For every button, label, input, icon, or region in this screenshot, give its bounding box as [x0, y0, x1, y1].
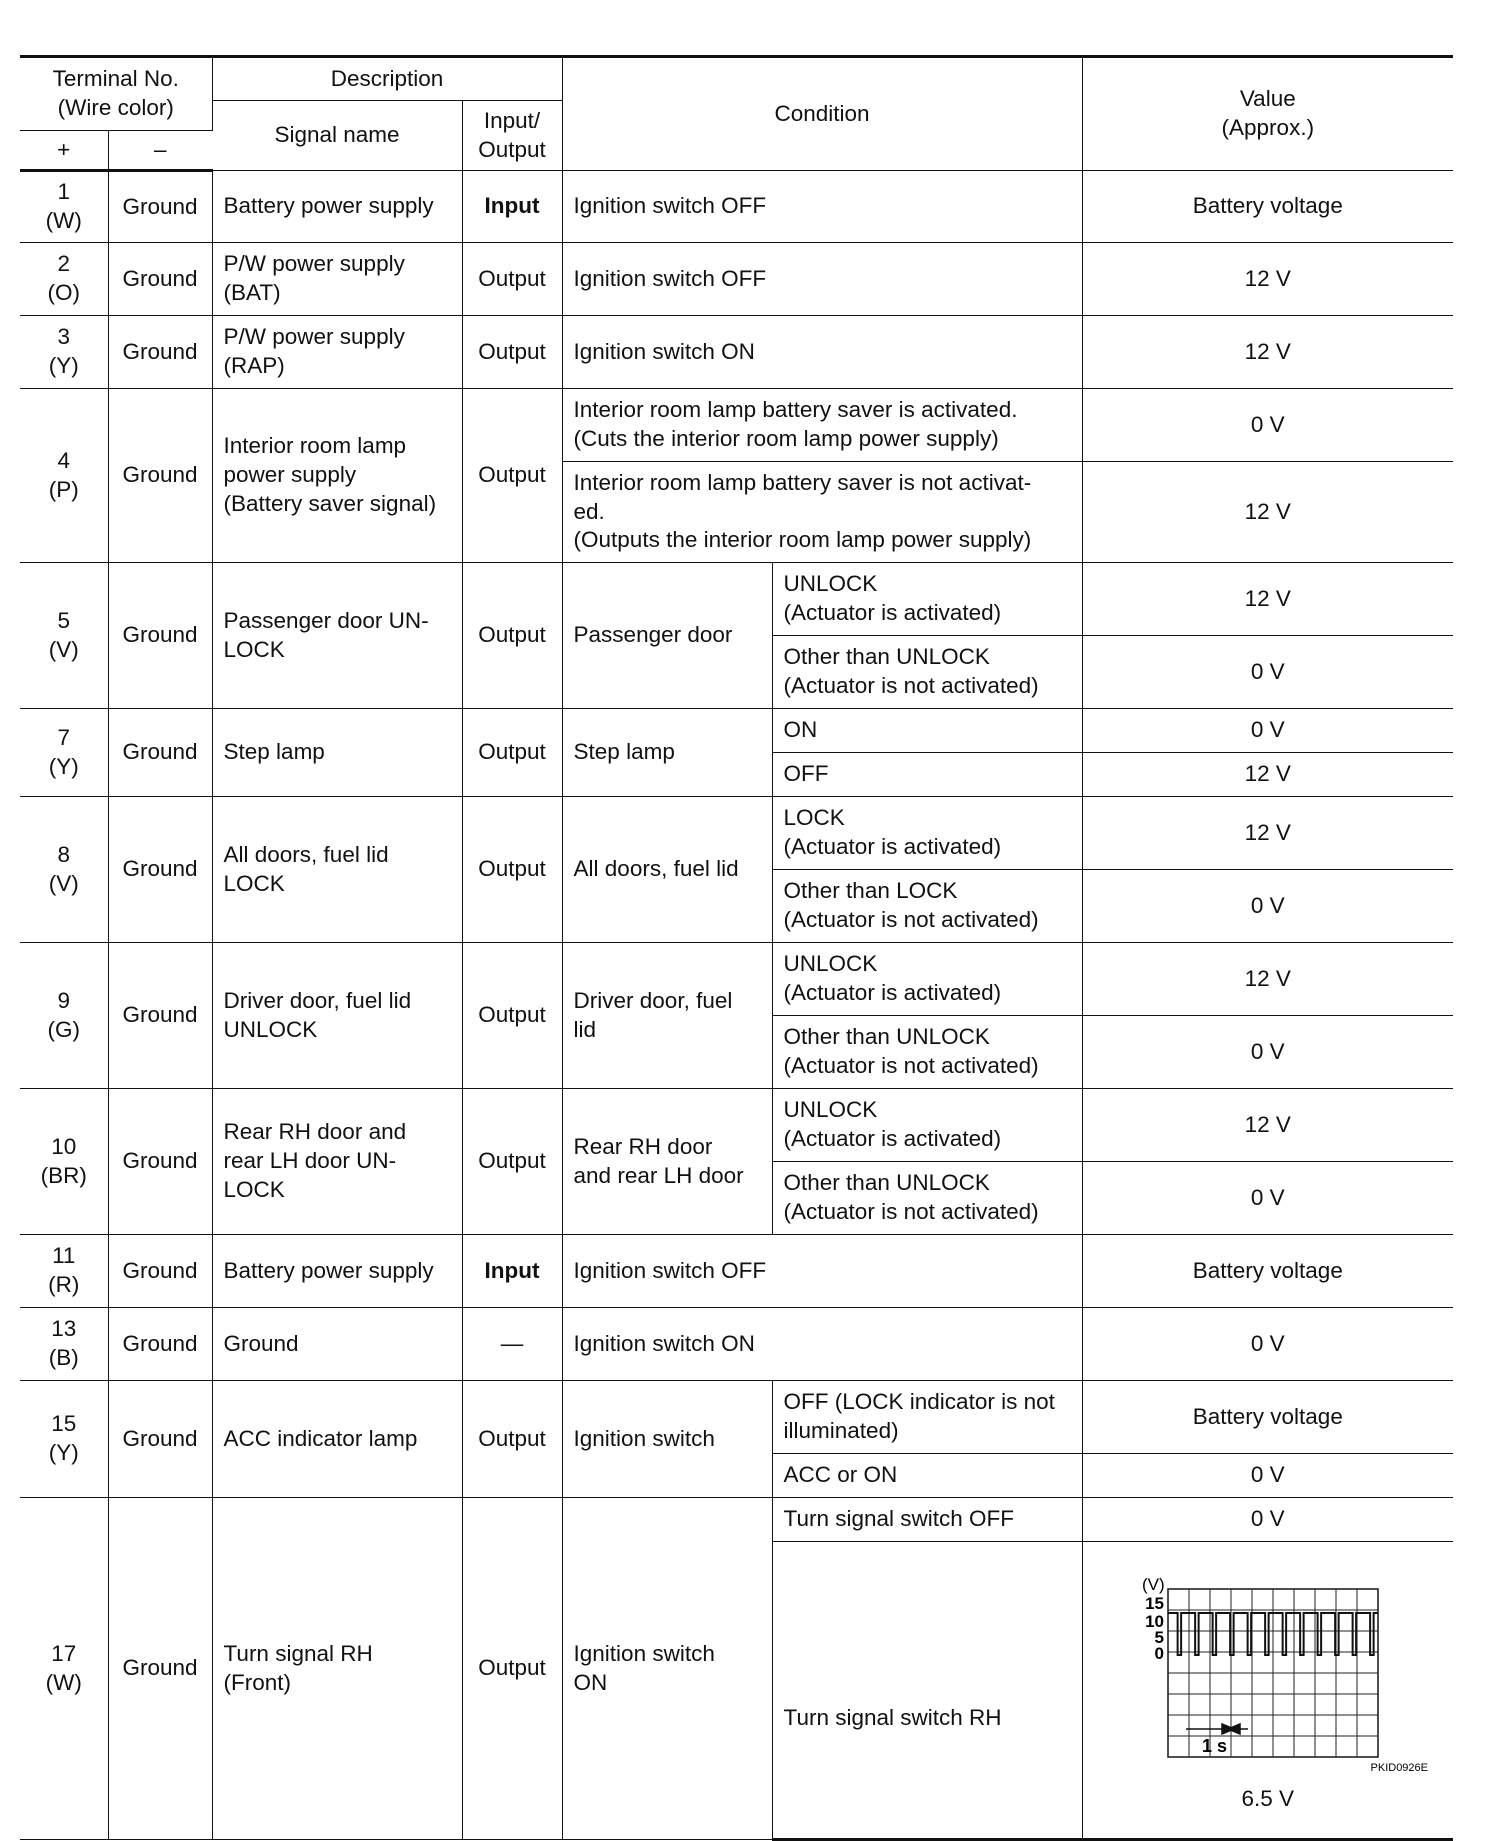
header-plus: + — [20, 131, 108, 171]
table-row — [20, 1381, 1453, 1454]
table-row — [20, 243, 1453, 316]
value-cell: 0 V — [1082, 1016, 1453, 1089]
signal-cell: Battery power supply — [212, 1235, 462, 1308]
waveform-graph — [1098, 1567, 1438, 1777]
terminal-cell: 2 (O) — [20, 243, 108, 316]
value-cell: 12 V — [1082, 1089, 1453, 1162]
terminal-cell: 10 (BR) — [20, 1089, 108, 1235]
condition-cell: Passenger door — [562, 563, 772, 709]
io-cell: Output — [462, 1498, 562, 1840]
value-cell: 12 V — [1082, 462, 1453, 563]
condition-cell: Ignition switch OFF — [562, 243, 1082, 316]
io-cell: Output — [462, 709, 562, 797]
condition-cell: Ignition switch OFF — [562, 1235, 1082, 1308]
terminal-cell: 4 (P) — [20, 389, 108, 563]
value-cell: 0 V — [1082, 870, 1453, 943]
io-cell: Output — [462, 797, 562, 943]
ground-cell: Ground — [108, 943, 212, 1089]
table-row — [20, 1089, 1453, 1162]
terminal-cell: 8 (V) — [20, 797, 108, 943]
value-cell: 12 V — [1082, 563, 1453, 636]
subcondition-cell: ON — [772, 709, 1082, 753]
header-value: Value (Approx.) — [1082, 57, 1453, 171]
time-scale-marker — [1186, 1724, 1248, 1734]
io-cell: Output — [462, 943, 562, 1089]
waveform-tick-label: 15 — [1144, 1593, 1164, 1613]
figure-code: PKID0926E — [1370, 1761, 1428, 1774]
value-cell: 0 V — [1082, 636, 1453, 709]
subcondition-cell: OFF — [772, 753, 1082, 797]
condition-cell: Driver door, fuel lid — [562, 943, 772, 1089]
signal-cell: All doors, fuel lid LOCK — [212, 797, 462, 943]
header-minus: – — [108, 131, 212, 171]
signal-cell: Passenger door UN- LOCK — [212, 563, 462, 709]
oscilloscope-waveform — [1091, 1567, 1446, 1777]
subcondition-cell: Turn signal switch OFF — [772, 1498, 1082, 1542]
signal-cell: Step lamp — [212, 709, 462, 797]
header-description: Description — [212, 57, 562, 101]
header-signal-name: Signal name — [212, 101, 462, 171]
condition-cell: Step lamp — [562, 709, 772, 797]
value-cell: 12 V — [1082, 797, 1453, 870]
header-terminal-no: Terminal No. (Wire color) — [20, 57, 212, 131]
subcondition-cell: UNLOCK (Actuator is activated) — [772, 943, 1082, 1016]
time-scale-label: 1 s — [1201, 1735, 1227, 1756]
terminal-cell: 17 (W) — [20, 1498, 108, 1840]
ground-cell: Ground — [108, 563, 212, 709]
condition-cell: Interior room lamp battery saver is activated. (Cuts the interior room lamp power supply) — [562, 389, 1082, 462]
value-cell: 0 V — [1082, 1498, 1453, 1542]
table-row — [20, 1235, 1453, 1308]
value-cell: Battery voltage — [1082, 1381, 1453, 1454]
table-row — [20, 389, 1453, 462]
value-cell: Battery voltage — [1082, 171, 1453, 243]
condition-cell: Ignition switch ON — [562, 1498, 772, 1840]
io-cell: Output — [462, 1381, 562, 1498]
io-cell: — — [462, 1308, 562, 1381]
value-cell — [1082, 1542, 1453, 1840]
condition-cell: Interior room lamp battery saver is not activat- ed. (Outputs the interior room lamp power supply) — [562, 462, 1082, 563]
condition-cell: Rear RH door and rear LH door — [562, 1089, 772, 1235]
table-row — [20, 709, 1453, 753]
table-row — [20, 563, 1453, 636]
signal-cell: Interior room lamp power supply (Battery saver signal) — [212, 389, 462, 563]
terminal-cell: 3 (Y) — [20, 316, 108, 389]
io-cell: Output — [462, 563, 562, 709]
value-cell: 0 V — [1082, 389, 1453, 462]
subcondition-cell: UNLOCK (Actuator is activated) — [772, 563, 1082, 636]
ground-cell: Ground — [108, 243, 212, 316]
condition-cell: All doors, fuel lid — [562, 797, 772, 943]
ground-cell: Ground — [108, 1308, 212, 1381]
subcondition-cell: OFF (LOCK indicator is not illuminated) — [772, 1381, 1082, 1454]
signal-cell: P/W power supply (BAT) — [212, 243, 462, 316]
terminal-table — [20, 55, 1453, 1841]
condition-cell: Ignition switch ON — [562, 1308, 1082, 1381]
terminal-cell: 5 (V) — [20, 563, 108, 709]
signal-cell: P/W power supply (RAP) — [212, 316, 462, 389]
subcondition-cell: LOCK (Actuator is activated) — [772, 797, 1082, 870]
table-row — [20, 797, 1453, 870]
waveform-value: 6.5 V — [1241, 1785, 1295, 1811]
value-cell: 12 V — [1082, 243, 1453, 316]
value-cell: Battery voltage — [1082, 1235, 1453, 1308]
signal-cell: Turn signal RH (Front) — [212, 1498, 462, 1840]
ground-cell: Ground — [108, 316, 212, 389]
condition-cell: Ignition switch — [562, 1381, 772, 1498]
terminal-cell: 1 (W) — [20, 171, 108, 243]
value-cell: 12 V — [1082, 753, 1453, 797]
waveform-tick-label: 0 — [1154, 1643, 1164, 1663]
ground-cell: Ground — [108, 797, 212, 943]
terminal-cell: 7 (Y) — [20, 709, 108, 797]
table-row — [20, 1498, 1453, 1542]
value-cell: 0 V — [1082, 1454, 1453, 1498]
table-row — [20, 171, 1453, 243]
io-cell: Input — [462, 171, 562, 243]
ground-cell: Ground — [108, 1498, 212, 1840]
io-cell: Output — [462, 1089, 562, 1235]
subcondition-cell: Other than UNLOCK (Actuator is not activated) — [772, 1016, 1082, 1089]
io-cell: Output — [462, 316, 562, 389]
table-row — [20, 943, 1453, 1016]
signal-cell: Rear RH door and rear LH door UN- LOCK — [212, 1089, 462, 1235]
ground-cell: Ground — [108, 171, 212, 243]
value-cell: 0 V — [1082, 1162, 1453, 1235]
io-cell: Output — [462, 389, 562, 563]
table-row — [20, 1308, 1453, 1381]
signal-cell: Ground — [212, 1308, 462, 1381]
value-cell: 0 V — [1082, 709, 1453, 753]
condition-cell: Ignition switch ON — [562, 316, 1082, 389]
header-input-output: Input/ Output — [462, 101, 562, 171]
waveform-tick-label: 10 — [1144, 1611, 1164, 1631]
signal-cell: ACC indicator lamp — [212, 1381, 462, 1498]
table-row — [20, 316, 1453, 389]
subcondition-cell: UNLOCK (Actuator is activated) — [772, 1089, 1082, 1162]
ground-cell: Ground — [108, 389, 212, 563]
subcondition-cell: Other than UNLOCK (Actuator is not activated) — [772, 1162, 1082, 1235]
io-cell: Input — [462, 1235, 562, 1308]
ground-cell: Ground — [108, 709, 212, 797]
subcondition-cell: Other than UNLOCK (Actuator is not activated) — [772, 636, 1082, 709]
signal-cell: Driver door, fuel lid UNLOCK — [212, 943, 462, 1089]
subcondition-cell: Turn signal switch RH — [772, 1542, 1082, 1840]
ground-cell: Ground — [108, 1381, 212, 1498]
terminal-cell: 11 (R) — [20, 1235, 108, 1308]
io-cell: Output — [462, 243, 562, 316]
ground-cell: Ground — [108, 1089, 212, 1235]
terminal-cell: 9 (G) — [20, 943, 108, 1089]
signal-cell: Battery power supply — [212, 171, 462, 243]
terminal-cell: 15 (Y) — [20, 1381, 108, 1498]
header-condition: Condition — [562, 57, 1082, 171]
ground-cell: Ground — [108, 1235, 212, 1308]
waveform-tick-label: 5 — [1154, 1627, 1164, 1647]
value-cell: 12 V — [1082, 316, 1453, 389]
subcondition-cell: Other than LOCK (Actuator is not activated) — [772, 870, 1082, 943]
condition-cell: Ignition switch OFF — [562, 171, 1082, 243]
subcondition-cell: ACC or ON — [772, 1454, 1082, 1498]
terminal-cell: 13 (B) — [20, 1308, 108, 1381]
value-cell: 0 V — [1082, 1308, 1453, 1381]
waveform-unit-label: (V) — [1141, 1574, 1165, 1594]
value-cell: 12 V — [1082, 943, 1453, 1016]
